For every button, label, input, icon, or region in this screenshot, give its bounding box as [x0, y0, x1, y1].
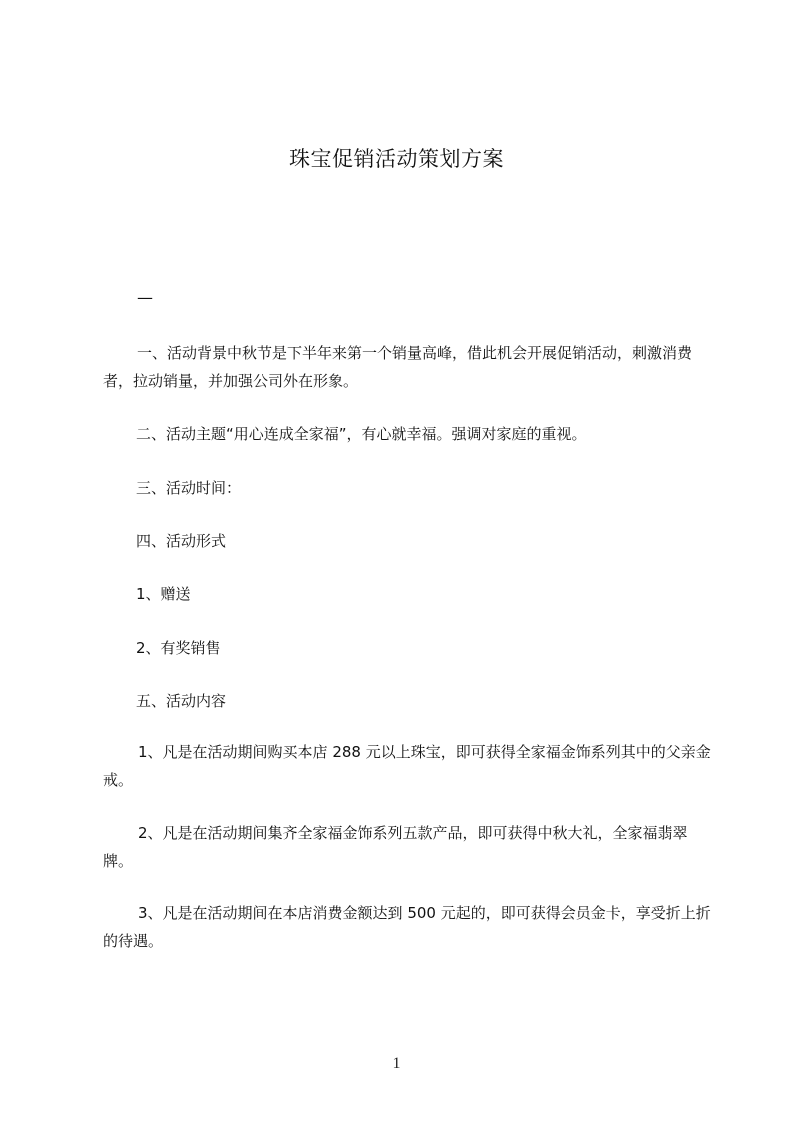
page-number: 1 [392, 1055, 401, 1072]
paragraph-activity-theme: 二、活动主题“用心连成全家福”，有心就幸福。强调对家庭的重视。 [136, 425, 587, 443]
paragraph-activity-time: 三、活动时间： [136, 479, 242, 497]
content-item-2: 2、凡是在活动期间集齐全家福金饰系列五款产品，即可获得中秋大礼，全家福翡翠牌。 [103, 824, 688, 870]
paragraph-activity-background: 一、活动背景中秋节是下半年来第一个销量高峰，借此机会开展促销活动，刺激消费者，拉动销量，并加强公司外在形象。 [103, 344, 693, 390]
list-item-prize-sales: 2、有奖销售 [136, 639, 221, 657]
document-title: 珠宝促销活动策划方案 [289, 147, 504, 171]
content-item-1: 1、凡是在活动期间购买本店 288 元以上珠宝，即可获得全家福金饰系列其中的父亲金戒。 [103, 743, 711, 789]
paragraph-activity-content: 五、活动内容 [136, 692, 227, 710]
list-item-gift: 1、赠送 [136, 585, 191, 603]
section-dash: — [137, 288, 153, 307]
paragraph-activity-form: 四、活动形式 [136, 532, 227, 550]
content-item-3: 3、凡是在活动期间在本店消费金额达到 500 元起的，即可获得会员金卡，享受折上折的待遇。 [103, 904, 711, 950]
